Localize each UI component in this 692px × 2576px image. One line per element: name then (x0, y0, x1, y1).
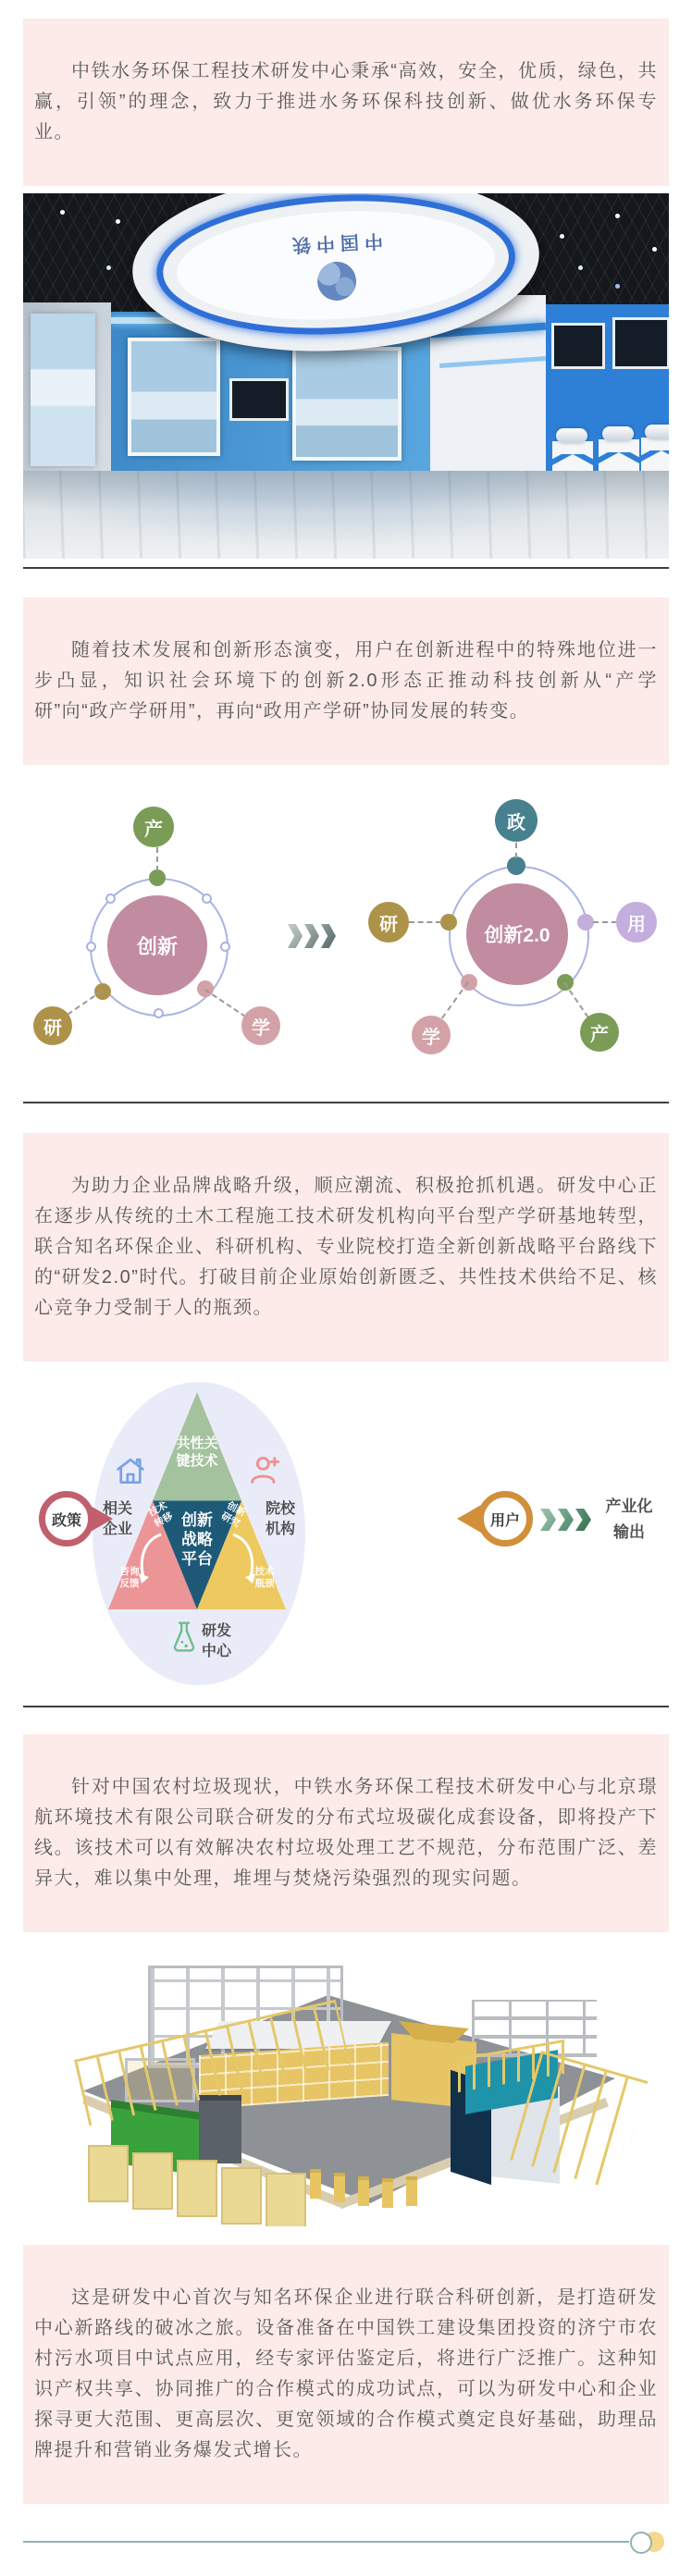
satellite-research: 研 (33, 1006, 72, 1045)
showroom-photo (23, 193, 669, 559)
orbit-node-purple (577, 914, 594, 931)
satellite-academia: 学 (241, 1006, 280, 1045)
left-center-circle: 创新 (107, 895, 207, 995)
platform-core-label: 创新战略平台 (181, 1511, 213, 1568)
paragraph-text: 针对中国农村垃圾现状，中铁水务环保工程技术研发中心与北京璟航环境技术有限公司联合研发的分布式垃圾碳化成套设备，即将投产下线。该技术可以有效解决农村垃圾处理工艺不规范，分布范围广泛、差异大，难以集中处理，堆埋与焚烧污染强烈的现实问题。 (34, 1777, 658, 1889)
arrow-chevron (304, 924, 319, 948)
photo-model-cylinder (602, 426, 634, 441)
paragraph-block-1 (23, 18, 669, 186)
photo-poster (292, 347, 402, 461)
paragraph-text: 中铁水务环保工程技术研发中心秉承“高效，安全，优质，绿色，共赢，引领”的理念，致力于推进水务环保科技创新、做优水务环保专业。 (34, 61, 658, 142)
connector-line (515, 843, 517, 858)
satellite-government: 政 (495, 799, 538, 842)
policy-node: 政策 (39, 1491, 94, 1547)
paragraph-block-4 (23, 1734, 669, 1932)
paragraph-text: 为助力企业品牌战略升级，顺应潮流、积极抢抓机遇。研发中心正在逐步从传统的土木工程施工技术研发机构向平台型产学研基地转型，联合知名环保企业、科研机构、专业院校打造全新创新战略平台路线下的“研发2.0”时代。打破目前企业原始创新匮乏、共性技术供给不足、核心竞争力受制于人的瓶颈。 (34, 1176, 658, 1318)
section-divider (23, 567, 669, 569)
arrow-chevron (288, 924, 303, 948)
arrow-chevron (321, 924, 336, 948)
innovation-model-diagram (0, 765, 692, 1102)
ring-dot (154, 1008, 164, 1018)
common-tech-label: 共性关键技术 (176, 1436, 218, 1469)
paragraph-block-5 (23, 2245, 669, 2504)
innovation-research-label: 创新研究 (219, 1499, 248, 1530)
ring-dot (220, 942, 230, 952)
render-fence-panel (177, 2160, 217, 2217)
company-house-icon (113, 1453, 148, 1488)
render-fence-panel (88, 2145, 129, 2202)
rd-flask-icon (168, 1620, 200, 1657)
photo-floor (23, 471, 669, 559)
render-post (406, 2176, 417, 2206)
paragraph-block-3 (23, 1133, 669, 1362)
satellite-research: 研 (368, 902, 409, 943)
photo-model-cylinder (645, 425, 669, 439)
connector-line (593, 921, 617, 923)
tech-transfer-label: 技术转移 (146, 1499, 175, 1530)
connector-line (409, 921, 441, 923)
tech-bottleneck-label: 技术瓶颈 (254, 1566, 275, 1589)
connector-line (156, 847, 158, 871)
photo-ceiling-lights (60, 210, 65, 215)
orbit-node-green (149, 869, 166, 886)
consult-feedback-label: 咨询反馈 (119, 1566, 140, 1589)
paragraph-text: 随着技术发展和创新形态演变，用户在创新进程中的特殊地位进一步凸显，知识社会环境下的创新2.0形态正推动科技创新从“产学研”向“政产学研用”，再向“政用产学研”协同发展的转变。 (34, 640, 658, 721)
render-control-cab (199, 2095, 241, 2163)
cycle-arrow-icon (228, 1529, 261, 1586)
satellite-user: 用 (616, 902, 657, 943)
photo-screen (551, 323, 605, 369)
ring-dot (105, 894, 116, 904)
ceiling-logo-text: 中国中铁 (286, 228, 384, 255)
institution-person-icon (246, 1451, 283, 1488)
photo-screen (612, 317, 669, 369)
paragraph-text: 这是研发中心首次与知名环保企业进行联合科研创新，是打造研发中心新路线的破冰之旅。设备准备在中国铁工建设集团投资的济宁市农村污水项目中试点应用，经专家评估鉴定后，将进行广泛推广。这种知识产权共享、协同推广的合作模式的成功试点，可以为研发中心和企业探寻更大范围、更高层次、更宽领域的合作模式奠定良好基础，助理品牌提升和营销业务爆发式增长。 (34, 2287, 658, 2460)
globe-logo-icon (316, 260, 357, 301)
render-fence-panel (132, 2152, 173, 2210)
output-chevron (540, 1509, 556, 1531)
strategy-platform-diagram (0, 1366, 692, 1704)
orbit-node-khaki (440, 914, 457, 931)
paragraph-block-2 (23, 598, 669, 765)
render-fence-panel (221, 2167, 262, 2225)
footer-line (23, 2541, 629, 2543)
institution-label: 院校机构 (265, 1501, 295, 1537)
user-node: 用户 (477, 1491, 533, 1547)
ring-dot (202, 894, 212, 904)
output-chevron (558, 1509, 574, 1531)
facility-3d-render (23, 1949, 669, 2226)
section-divider (23, 1706, 669, 1707)
photo-left-poster (31, 314, 95, 466)
render-post (310, 2169, 321, 2199)
satellite-industry: 产 (580, 1013, 619, 1052)
output-chevron (575, 1509, 591, 1531)
ring-dot (86, 942, 96, 952)
photo-led-strip (439, 356, 546, 368)
industrialization-output-label: 产业化输出 (605, 1498, 653, 1541)
footer-outline-circle (630, 2532, 652, 2554)
photo-model-cylinder (556, 428, 587, 443)
render-fence-panel (266, 2173, 306, 2226)
related-company-label: 相关企业 (102, 1501, 132, 1537)
photo-screen (229, 378, 289, 421)
photo-poster (128, 338, 220, 456)
rd-center-label: 研发中心 (201, 1623, 231, 1659)
right-center-circle: 创新2.0 (466, 883, 568, 985)
render-post (358, 2176, 369, 2206)
section-divider (23, 1102, 669, 1103)
satellite-academia: 学 (412, 1016, 451, 1054)
render-post (382, 2178, 393, 2208)
satellite-industry: 产 (133, 807, 174, 847)
footer-divider (23, 2532, 669, 2562)
render-post (334, 2173, 345, 2202)
orbit-node-teal (507, 857, 525, 875)
cycle-arrow-icon (133, 1529, 167, 1586)
orbit-node-khaki (94, 983, 111, 1000)
